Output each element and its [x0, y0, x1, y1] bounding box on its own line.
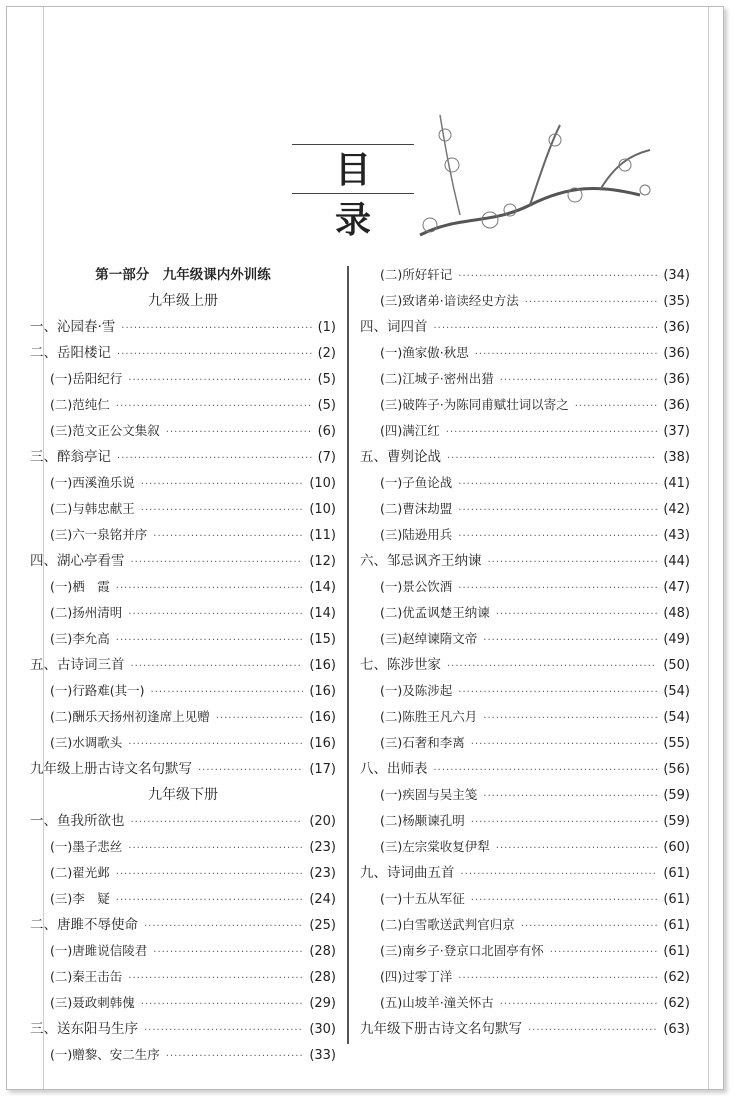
- toc-entry-page: (33): [309, 1048, 336, 1063]
- toc-entry[interactable]: [360, 834, 690, 860]
- dot-leader: [141, 498, 304, 524]
- dot-leader: [198, 758, 303, 784]
- toc-entry-title: 二、岳阳楼记: [30, 345, 111, 361]
- dot-leader: [434, 758, 658, 784]
- toc-entry[interactable]: [30, 938, 336, 964]
- toc-entry-title: (三)赵绰谏隋文帝: [380, 631, 478, 646]
- toc-entry-page: (42): [663, 502, 690, 517]
- toc-entry-page: (44): [663, 554, 690, 569]
- dot-leader: [131, 810, 304, 836]
- toc-entry-title: 九年级下册古诗文名句默写: [360, 1021, 522, 1037]
- dot-leader: [128, 368, 311, 394]
- dot-leader: [458, 264, 657, 290]
- toc-entry-title: (一)岳阳纪行: [50, 371, 123, 386]
- dot-leader: [458, 498, 657, 524]
- toc-entry-page: (10): [309, 502, 336, 517]
- toc-entry[interactable]: [360, 444, 690, 470]
- toc-entry-page: (36): [663, 346, 690, 361]
- toc-entry-page: (20): [309, 814, 336, 829]
- dot-leader: [117, 342, 312, 368]
- toc-entry-page: (50): [663, 658, 690, 673]
- toc-entry-title: (二)所好轩记: [380, 267, 453, 282]
- toc-entry-title: (五)山坡羊·潼关怀古: [380, 995, 494, 1010]
- toc-entry-title: (一)栖 霞: [50, 579, 110, 594]
- toc-entry[interactable]: [360, 262, 690, 288]
- toc-entry[interactable]: [360, 704, 690, 730]
- toc-entry[interactable]: [30, 574, 336, 600]
- toc-entry-page: (61): [663, 892, 690, 907]
- toc-entry[interactable]: [30, 1016, 336, 1042]
- toc-entry-title: (三)李 疑: [50, 891, 110, 906]
- toc-entry-title: 五、曹刿论战: [360, 449, 441, 465]
- dot-leader: [500, 992, 658, 1018]
- part-heading: 第一部分 九年级课内外训练: [95, 267, 271, 283]
- toc-entry[interactable]: [30, 886, 336, 912]
- toc-entry-title: (二)秦王击缶: [50, 969, 123, 984]
- toc-entry-title: (三)水调歌头: [50, 735, 123, 750]
- toc-entry-title: 四、湖心亭看雪: [30, 553, 125, 569]
- toc-entry[interactable]: [30, 548, 336, 574]
- dot-leader: [153, 940, 303, 966]
- toc-entry-page: (15): [309, 632, 336, 647]
- toc-entry-title: (一)赠黎、安二生序: [50, 1047, 160, 1062]
- toc-entry-page: (16): [309, 658, 336, 673]
- toc-entry-title: (二)优孟讽楚王纳谏: [380, 605, 490, 620]
- dot-leader: [475, 342, 658, 368]
- dot-leader: [458, 472, 657, 498]
- dot-leader: [128, 836, 303, 862]
- dot-leader: [116, 888, 304, 914]
- toc-entry-page: (25): [309, 918, 336, 933]
- dot-leader: [550, 940, 658, 966]
- toc-entry-title: 三、醉翁亭记: [30, 449, 111, 465]
- dot-leader: [116, 576, 304, 602]
- toc-entry[interactable]: [360, 1016, 690, 1042]
- toc-entry[interactable]: [30, 600, 336, 626]
- dot-leader: [128, 732, 303, 758]
- toc-entry-title: (二)白雪歌送武判官归京: [380, 917, 515, 932]
- toc-entry-page: (28): [309, 970, 336, 985]
- toc-entry[interactable]: [30, 964, 336, 990]
- toc-entry-title: 五、古诗词三首: [30, 657, 125, 673]
- toc-entry-page: (28): [309, 944, 336, 959]
- toc-entry-page: (2): [317, 346, 336, 361]
- toc-entry[interactable]: [360, 600, 690, 626]
- toc-entry[interactable]: [360, 886, 690, 912]
- toc-entry[interactable]: [360, 964, 690, 990]
- toc-entry-page: (62): [663, 996, 690, 1011]
- dot-leader: [446, 420, 658, 446]
- toc-entry[interactable]: [30, 1042, 336, 1068]
- toc-entry[interactable]: [360, 470, 690, 496]
- toc-entry-page: (23): [309, 840, 336, 855]
- toc-entry-page: (43): [663, 528, 690, 543]
- dot-leader: [447, 654, 657, 680]
- plum-blossom-illustration: [400, 95, 670, 265]
- toc-entry-title: (一)子鱼论战: [380, 475, 453, 490]
- toc-entry[interactable]: [30, 860, 336, 886]
- dot-leader: [144, 914, 303, 940]
- toc-entry[interactable]: [360, 548, 690, 574]
- toc-entry-page: (61): [663, 918, 690, 933]
- toc-entry[interactable]: [30, 808, 336, 834]
- dot-leader: [116, 394, 312, 420]
- dot-leader: [151, 680, 304, 706]
- dot-leader: [121, 316, 311, 342]
- toc-entry[interactable]: [360, 912, 690, 938]
- dot-leader: [575, 394, 658, 420]
- toc-entry-page: (38): [663, 450, 690, 465]
- toc-entry-page: (37): [663, 424, 690, 439]
- toc-entry[interactable]: [30, 522, 336, 548]
- toc-entry[interactable]: [360, 730, 690, 756]
- toc-entry-page: (56): [663, 762, 690, 777]
- toc-entry[interactable]: [360, 652, 690, 678]
- toc-entry[interactable]: [30, 730, 336, 756]
- toc-entry[interactable]: [360, 990, 690, 1016]
- frame-line: [708, 7, 709, 1089]
- toc-entry-page: (47): [663, 580, 690, 595]
- toc-entry-page: (59): [663, 788, 690, 803]
- toc-entry-title: (三)陆逊用兵: [380, 527, 453, 542]
- dot-leader: [471, 732, 658, 758]
- dot-leader: [483, 706, 657, 732]
- toc-entry-title: (二)曹沫劫盟: [380, 501, 453, 516]
- toc-entry[interactable]: [30, 496, 336, 522]
- toc-entry-title: 八、出师表: [360, 761, 428, 777]
- dot-leader: [458, 524, 657, 550]
- dot-leader: [117, 446, 312, 472]
- toc-entry-title: (二)与韩忠献王: [50, 501, 135, 516]
- toc-entry-page: (12): [309, 554, 336, 569]
- toc-entry-title: 二、唐雎不辱使命: [30, 917, 138, 933]
- toc-entry-page: (29): [309, 996, 336, 1011]
- toc-entry-page: (7): [317, 450, 336, 465]
- dot-leader: [153, 524, 303, 550]
- toc-entry-title: (三)聂政刺韩傀: [50, 995, 135, 1010]
- toc-entry-title: (一)渔家傲·秋思: [380, 345, 469, 360]
- dot-leader: [141, 992, 304, 1018]
- toc-entry-page: (54): [663, 684, 690, 699]
- toc-entry-page: (61): [663, 866, 690, 881]
- column-divider: [347, 266, 349, 1044]
- toc-entry[interactable]: [30, 418, 336, 444]
- toc-entry-page: (41): [663, 476, 690, 491]
- toc-entry-title: (一)景公饮酒: [380, 579, 453, 594]
- dot-leader: [458, 576, 657, 602]
- toc-entry-title: (二)酬乐天扬州初逢席上见赠: [50, 709, 210, 724]
- toc-entry[interactable]: [30, 704, 336, 730]
- toc-entry-title: (四)过零丁洋: [380, 969, 453, 984]
- toc-entry[interactable]: [360, 938, 690, 964]
- dot-leader: [471, 888, 658, 914]
- toc-entry-page: (14): [309, 580, 336, 595]
- section-heading: 九年级下册: [148, 787, 218, 803]
- toc-entry-page: (16): [309, 710, 336, 725]
- dot-leader: [447, 446, 657, 472]
- toc-right-column: [360, 262, 690, 1042]
- dot-leader: [166, 420, 312, 446]
- toc-entry-title: 四、词四首: [360, 319, 428, 335]
- toc-entry-title: (三)南乡子·登京口北固亭有怀: [380, 943, 544, 958]
- toc-entry-title: (三)致诸弟·谙读经史方法: [380, 293, 519, 308]
- dot-leader: [496, 602, 658, 628]
- dot-leader: [461, 862, 658, 888]
- toc-entry[interactable]: [360, 756, 690, 782]
- dot-leader: [434, 316, 658, 342]
- toc-entry-page: (35): [663, 294, 690, 309]
- toc-entry-title: (三)左宗棠收复伊犁: [380, 839, 490, 854]
- toc-entry[interactable]: [360, 522, 690, 548]
- dot-leader: [500, 368, 658, 394]
- toc-entry-title: (二)江城子·密州出猎: [380, 371, 494, 386]
- dot-leader: [166, 1044, 304, 1070]
- toc-entry-page: (55): [663, 736, 690, 751]
- toc-entry-page: (63): [663, 1022, 690, 1037]
- dot-leader: [128, 602, 303, 628]
- toc-entry[interactable]: [30, 626, 336, 652]
- toc-entry-page: (1): [317, 320, 336, 335]
- toc-entry[interactable]: [360, 418, 690, 444]
- toc-entry[interactable]: [30, 990, 336, 1016]
- toc-entry-page: (48): [663, 606, 690, 621]
- toc-entry-page: (24): [309, 892, 336, 907]
- toc-entry[interactable]: [360, 860, 690, 886]
- toc-entry[interactable]: [360, 314, 690, 340]
- toc-entry[interactable]: [30, 366, 336, 392]
- toc-entry[interactable]: [30, 314, 336, 340]
- toc-entry-title: (一)墨子悲丝: [50, 839, 123, 854]
- toc-entry-page: (30): [309, 1022, 336, 1037]
- toc-entry-page: (5): [317, 398, 336, 413]
- toc-entry-page: (36): [663, 320, 690, 335]
- toc-entry-title: (一)西溪渔乐说: [50, 475, 135, 490]
- toc-entry-page: (14): [309, 606, 336, 621]
- toc-entry[interactable]: [360, 340, 690, 366]
- toc-entry[interactable]: [30, 652, 336, 678]
- toc-entry-page: (34): [663, 268, 690, 283]
- toc-entry-title: (一)十五从军征: [380, 891, 465, 906]
- dot-leader: [471, 810, 658, 836]
- toc-entry-page: (10): [309, 476, 336, 491]
- toc-entry-title: (一)及陈涉起: [380, 683, 453, 698]
- dot-leader: [528, 1018, 657, 1044]
- toc-entry[interactable]: [30, 834, 336, 860]
- toc-entry-page: (17): [309, 762, 336, 777]
- toc-entry-title: (四)满江红: [380, 423, 440, 438]
- toc-entry-page: (11): [309, 528, 336, 543]
- dot-leader: [483, 784, 657, 810]
- toc-entry[interactable]: [360, 574, 690, 600]
- toc-entry-title: 一、沁园春·雪: [30, 319, 116, 335]
- dot-leader: [458, 680, 657, 706]
- toc-entry-title: (三)石奢和李离: [380, 735, 465, 750]
- toc-entry-title: (一)行路难(其一): [50, 683, 145, 698]
- toc-entry[interactable]: [30, 444, 336, 470]
- toc-entry-title: (二)扬州清明: [50, 605, 123, 620]
- toc-entry-title: (二)杨颙谏孔明: [380, 813, 465, 828]
- toc-left-column: [30, 262, 336, 1068]
- dot-leader: [131, 550, 304, 576]
- toc-entry-page: (59): [663, 814, 690, 829]
- toc-entry-page: (62): [663, 970, 690, 985]
- toc-entry[interactable]: [360, 626, 690, 652]
- toc-entry[interactable]: [360, 392, 690, 418]
- toc-entry-title: (三)六一泉铭并序: [50, 527, 148, 542]
- toc-entry-title: (二)翟光邺: [50, 865, 110, 880]
- toc-entry-page: (6): [317, 424, 336, 439]
- toc-entry[interactable]: [360, 782, 690, 808]
- toc-entry[interactable]: [30, 392, 336, 418]
- toc-entry-page: (60): [663, 840, 690, 855]
- dot-leader: [128, 966, 303, 992]
- toc-entry[interactable]: [30, 678, 336, 704]
- toc-entry-title: 三、送东阳马生序: [30, 1021, 138, 1037]
- dot-leader: [116, 862, 304, 888]
- toc-entry-title: 七、陈涉世家: [360, 657, 441, 673]
- toc-entry-page: (49): [663, 632, 690, 647]
- toc-entry-page: (16): [309, 684, 336, 699]
- toc-entry-title: (二)范纯仁: [50, 397, 110, 412]
- toc-entry-title: (二)陈胜王凡六月: [380, 709, 478, 724]
- dot-leader: [141, 472, 304, 498]
- toc-entry-page: (36): [663, 372, 690, 387]
- toc-entry-page: (61): [663, 944, 690, 959]
- dot-leader: [496, 836, 658, 862]
- toc-entry[interactable]: [360, 366, 690, 392]
- page-title: 目录: [292, 144, 414, 194]
- toc-entry-title: (一)唐雎说信陵君: [50, 943, 148, 958]
- section-heading: 九年级上册: [148, 293, 218, 309]
- dot-leader: [144, 1018, 303, 1044]
- dot-leader: [525, 290, 658, 316]
- dot-leader: [521, 914, 658, 940]
- dot-leader: [131, 654, 304, 680]
- dot-leader: [458, 966, 657, 992]
- toc-entry[interactable]: [360, 288, 690, 314]
- toc-entry[interactable]: [30, 470, 336, 496]
- toc-entry[interactable]: [360, 808, 690, 834]
- dot-leader: [116, 628, 304, 654]
- toc-entry[interactable]: [30, 912, 336, 938]
- toc-entry-page: (5): [317, 372, 336, 387]
- dot-leader: [488, 550, 658, 576]
- dot-leader: [483, 628, 657, 654]
- toc-entry-page: (54): [663, 710, 690, 725]
- toc-entry[interactable]: [30, 756, 336, 782]
- toc-entry[interactable]: [30, 340, 336, 366]
- toc-entry-title: 九年级上册古诗文名句默写: [30, 761, 192, 777]
- toc-entry-title: 一、鱼我所欲也: [30, 813, 125, 829]
- toc-entry-title: (三)李允高: [50, 631, 110, 646]
- toc-entry[interactable]: [360, 496, 690, 522]
- toc-entry-page: (23): [309, 866, 336, 881]
- dot-leader: [216, 706, 304, 732]
- toc-entry-title: (三)范文正公文集叙: [50, 423, 160, 438]
- toc-entry-title: (三)破阵子·为陈同甫赋壮词以寄之: [380, 397, 569, 412]
- toc-entry[interactable]: [360, 678, 690, 704]
- toc-entry-title: (一)疾固与吴主笺: [380, 787, 478, 802]
- toc-entry-page: (36): [663, 398, 690, 413]
- toc-entry-title: 六、邹忌讽齐王纳谏: [360, 553, 482, 569]
- toc-entry-title: 九、诗词曲五首: [360, 865, 455, 881]
- toc-entry-page: (16): [309, 736, 336, 751]
